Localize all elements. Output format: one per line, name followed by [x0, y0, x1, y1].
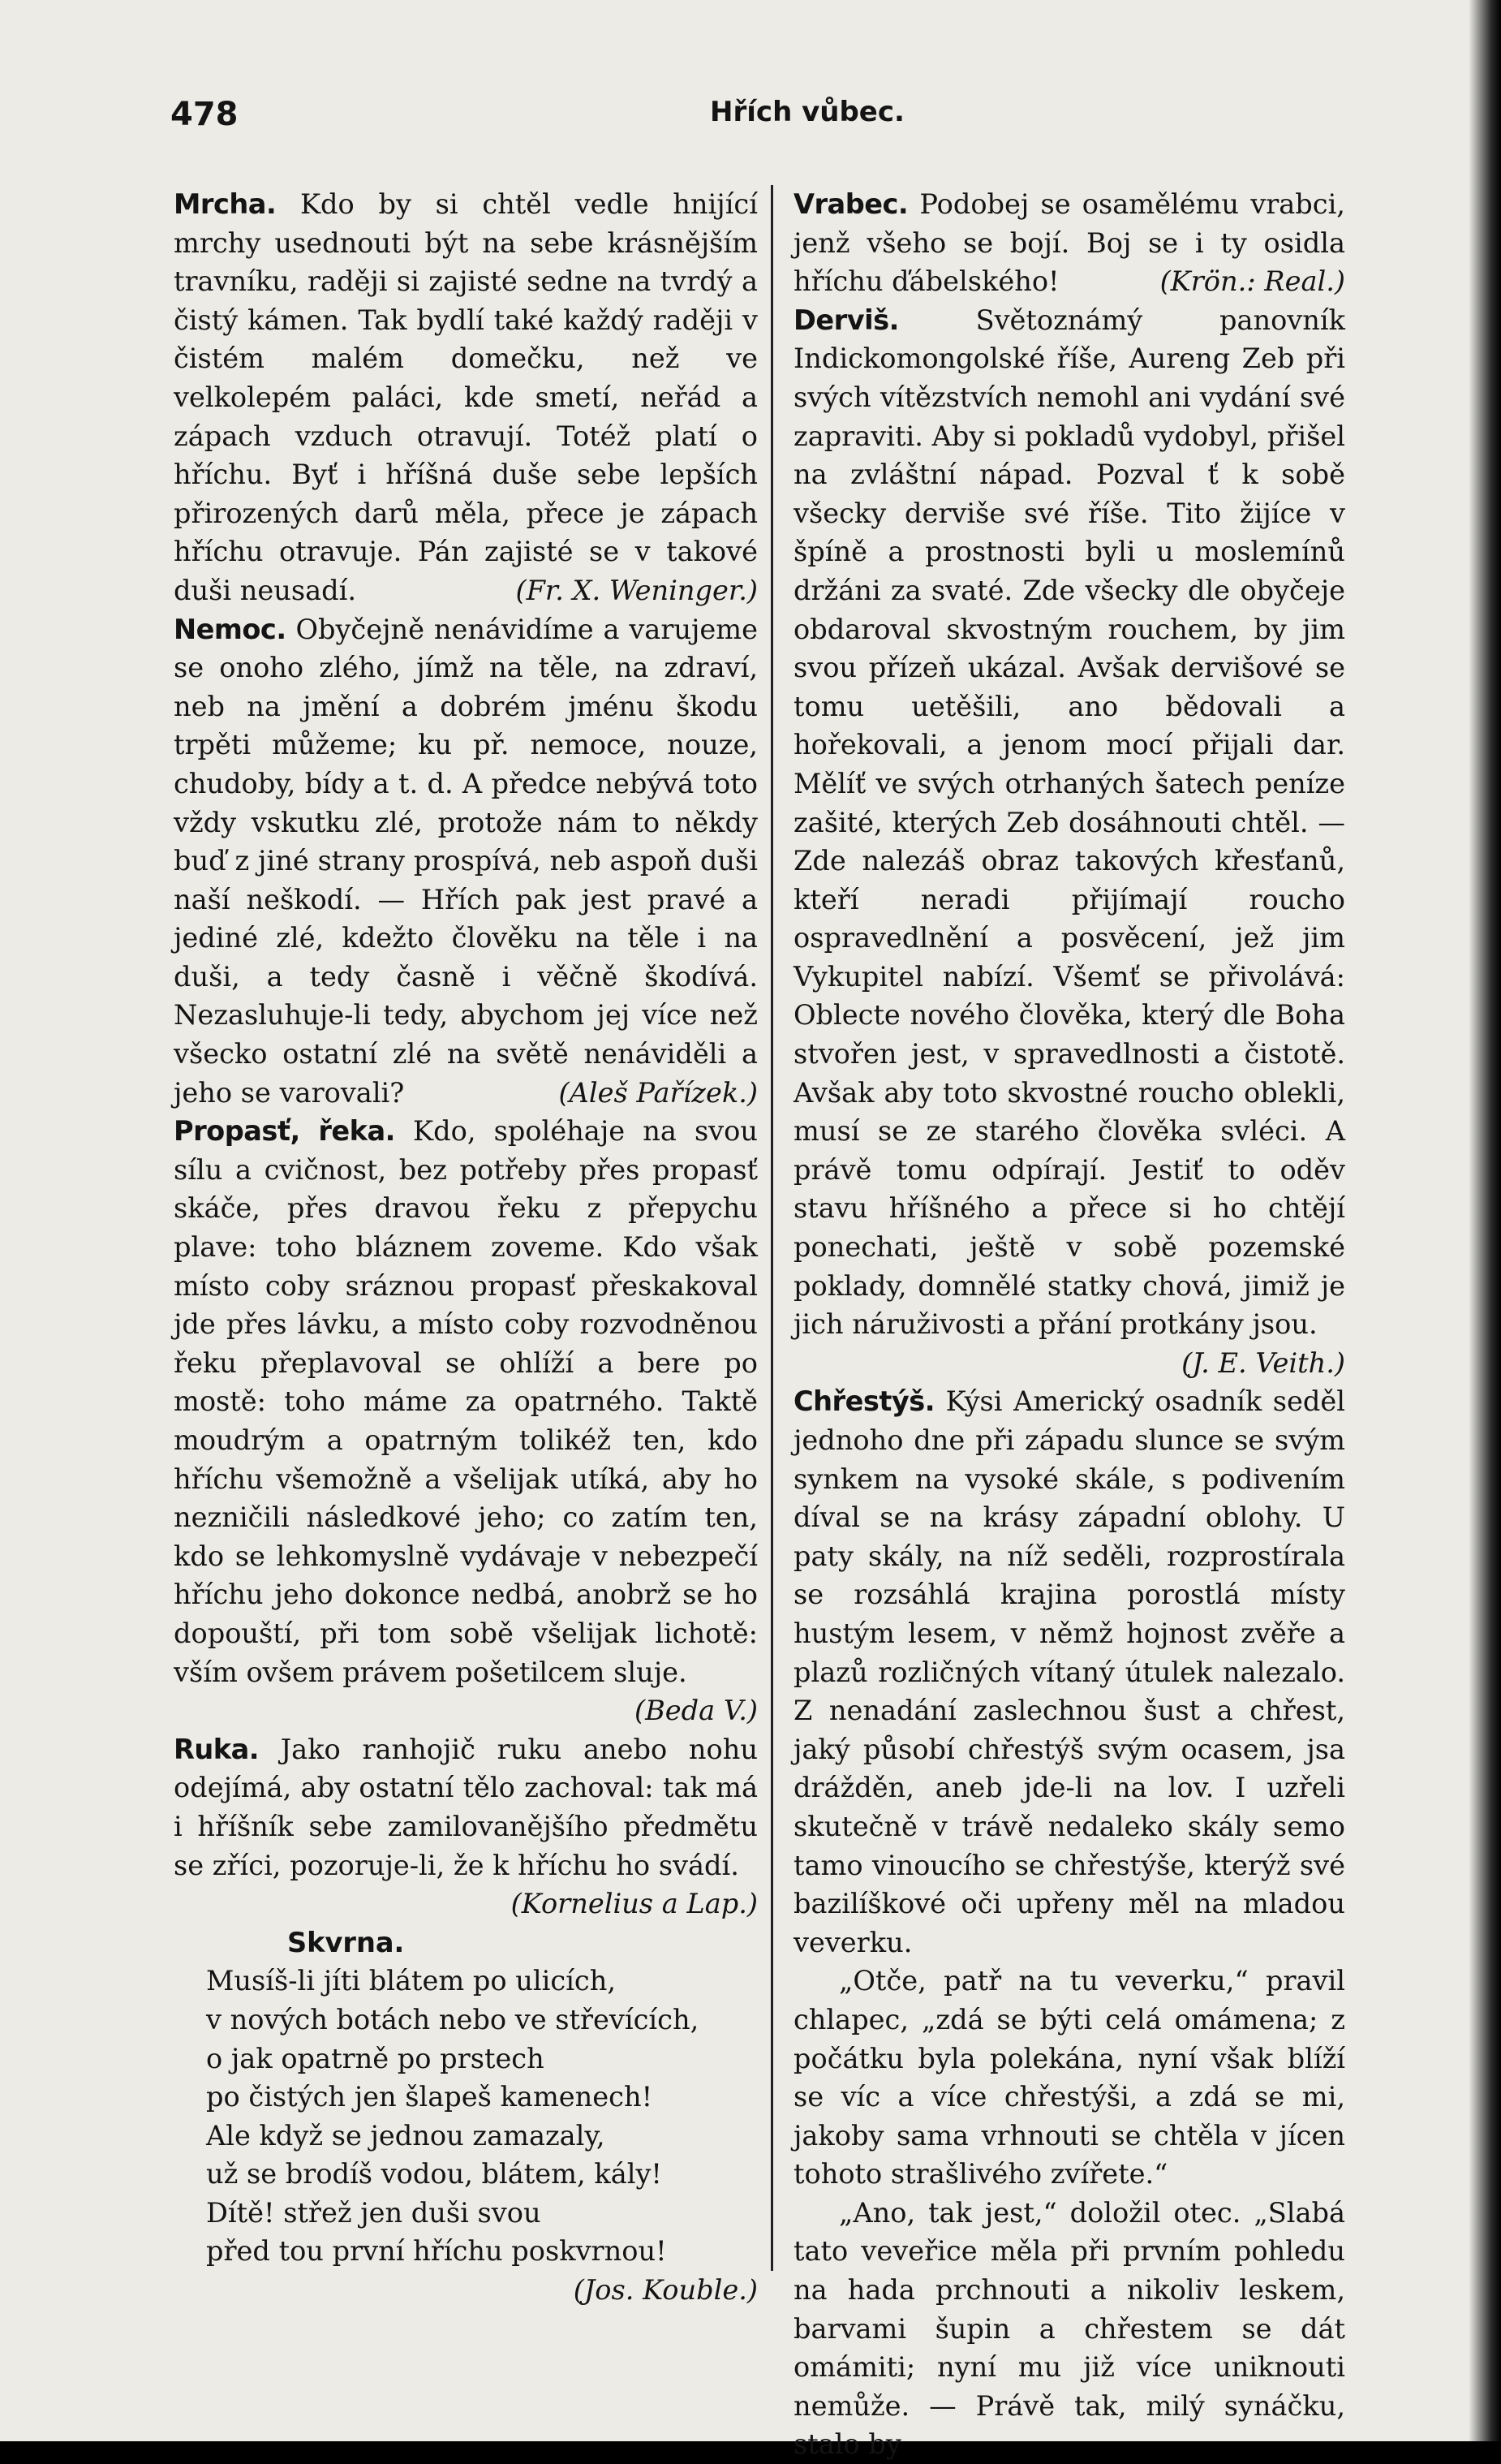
- poem-line: o jak opatrně po prstech: [206, 2042, 544, 2074]
- poem-line: už se brodíš vodou, blátem, kály!: [206, 2158, 662, 2190]
- entry-text: Podobej se osamělému vrabci, jenž všeho se bojí. Boj se i ty osidla hříchu ďábelského!: [794, 188, 1345, 298]
- page-number: 478: [170, 96, 239, 133]
- entry-citation: (Kornelius a Lap.): [510, 1888, 758, 1920]
- page-edge-shadow: [1469, 0, 1501, 2441]
- entry-heading: Chřestýš.: [794, 1385, 935, 1418]
- poem-line: Ale když se jednou zamazaly,: [206, 2119, 605, 2152]
- entry-chrestys: [794, 1382, 1345, 2464]
- right-column: [794, 185, 1345, 2464]
- running-title: Hřích vůbec.: [710, 96, 905, 128]
- entry-heading: Mrcha.: [174, 188, 277, 220]
- entry-citation: (J. E. Veith.): [1181, 1346, 1345, 1379]
- entry-text: Kdo by si chtěl vedle hnijící mrchy usednouti být na sebe krásnějším travníku, raději si zajisté sedne na tvrdý a čistý kámen. Tak bydlí také každý raději v čistém malém domečku, než ve velkolepém paláci, kde smetí, neřád a zápach vzduch otravují. Totéž platí o hříchu. Byť i hříšná duše sebe lepších přirozených darů měla, přece je zápach hříchu otravuje. Pán zajisté se v takové duši neusadí.: [174, 188, 758, 606]
- page-header: [170, 96, 1331, 144]
- poem-line: Dítě! střež jen duši svou: [206, 2196, 541, 2229]
- poem-line: v nových botách nebo ve střevících,: [206, 2003, 699, 2035]
- entry-ruka: [174, 1730, 758, 1923]
- poem-title: Skvrna.: [287, 1926, 405, 1958]
- entry-heading: Derviš.: [794, 304, 899, 336]
- entry-vrabec: [794, 185, 1345, 301]
- entry-heading: Nemoc.: [174, 613, 286, 645]
- entry-citation: (Krön.: Real.): [1159, 265, 1345, 298]
- entry-citation: (Aleš Pařízek.): [558, 1076, 758, 1109]
- entry-dervis: [794, 301, 1345, 1383]
- entry-propast: [174, 1112, 758, 1730]
- column-divider: [771, 185, 773, 2271]
- entry-citation: (Fr. X. Weninger.): [515, 574, 758, 606]
- poem: [206, 1962, 758, 2309]
- entry-heading: Vrabec.: [794, 188, 909, 220]
- entry-heading: Ruka.: [174, 1733, 260, 1765]
- entry-paragraph: „Ano, tak jest,“ doložil otec. „Slabá tato veveřice měla při prvním pohledu na hada prchnouti a nikoliv leskem, barvami šupin a chřestem se dát omámiti; nyní mu již více uniknouti nemůže. — Právě tak, milý synáčku, stalo by: [794, 2196, 1345, 2461]
- entry-text: Obyčejně nenávidíme a varujeme se onoho zlého, jímž na těle, na zdraví, neb na jmění a dobrém jménu škodu trpěti můžeme; ku př. nemoce, nouze, chudoby, bídy a t. d. A předce nebývá toto vždy vskutku zlé, protože nám to někdy buď z jiné strany prospívá, neb aspoň duši naší neškodí. — Hřích pak jest pravé a jediné zlé, kdežto člověku na těle i na duši, a tedy časně i věčně škodívá. Nezasluhuje-li tedy, abychom jej více než všecko ostatní zlé na světě nenáviděli a jeho se varovali?: [174, 613, 758, 1109]
- entry-nemoc: [174, 610, 758, 1113]
- poem-line: před tou první hříchu poskvrnou!: [206, 2235, 667, 2268]
- entry-heading: Propasť, řeka.: [174, 1115, 395, 1148]
- entry-text: Kdo, spoléhaje na svou sílu a cvičnost, bez potřeby přes propasť skáče, přes dravou řeku z přepychu plave: toho bláznem zoveme. Kdo však místo coby sráznou propasť přeskakoval jde přes lávku, a místo coby rozvodněnou řeku přeplavoval se ohlíží a bere po mostě: toho máme za opatrného. Taktě moudrým a opatrným tolikéž ten, kdo hříchu všemožně a všelijak utíká, aby ho nezničili následkové jeho; co zatím ten, kdo se lehkomyslně vydávaje v nebezpečí hříchu jeho dokonce nedbá, anobrž se ho dopouští, při tom sobě všelijak lichotě: vším ovšem právem pošetilcem sluje.: [174, 1115, 758, 1688]
- entry-text: Jako ranhojič ruku anebo nohu odejímá, aby ostatní tělo zachoval: tak má i hříšník sebe zamilovanějšího předmětu se zříci, pozoruje-li, že k hříchu ho svádí.: [174, 1733, 758, 1881]
- poem-line: po čistých jen šlapeš kamenech!: [206, 2081, 653, 2113]
- left-column: [174, 185, 758, 2310]
- poem-line: Musíš-li jíti blátem po ulicích,: [206, 1965, 617, 1997]
- entry-text: Světoznámý panovník Indickomongolské říše, Aureng Zeb při svých vítězstvích nemohl ani vydání své zapraviti. Aby si pokladů vydobyl, přišel na zvláštní nápad. Pozval ť k sobě všecky derviše své říše. Tito žijíce v špíně a prostnosti byli u moslemínů držáni za svaté. Zde všecky dle obyčeje obdaroval skvostným rouchem, by jim svou přízeň ukázal. Avšak dervišové se tomu uetěšili, ano bědovali a hořekovali, a jenom mocí přijali dar. Mělíť ve svých otrhaných šatech peníze zašité, kterých Zeb dosáhnouti chtěl. — Zde nalezáš obraz takových křesťanů, kteří neradi přijímají roucho ospravedlnění a posvěcení, jež jim Vykupitel nabízí. Všemť se přivolává: Oblecte nového člověka, který dle Boha stvořen jest, v spravedlnosti a čistotě. Avšak aby toto skvostné roucho oblekli, musí se ze starého člověka svléci. A právě tomu odpírají. Jestiť to oděv stavu hříšného a přece si ho chtějí ponechati, ještě v sobě pozemské poklady, domnělé statky chová, jimiž je jich náruživosti a přání protkány jsou.: [794, 304, 1345, 1341]
- entry-citation: (Beda V.): [634, 1695, 758, 1727]
- entry-skvrna: [174, 1923, 758, 2310]
- entry-paragraph: „Otče, patř na tu veverku,“ pravil chlapec, „zdá se býti celá omámena; z počátku byla polekána, nyní však blíží se víc a více chřestýši, a zdá se mi, jakoby sama vrhnouti se chtěla v jícen tohoto strašlivého zvířete.“: [794, 1965, 1345, 2190]
- poem-attribution: (Jos. Kouble.): [573, 2274, 758, 2307]
- entry-mrcha: [174, 185, 758, 610]
- entry-text: Kýsi Americký osadník seděl jednoho dne při západu slunce se svým synkem na vysoké skále, s podivením díval se na krásy západní oblohy. U paty skály, na níž seděli, rozprostírala se rozsáhlá krajina porostlá místy hustým lesem, v němž hojnost zvěře a plazů rozličných vítaný útulek nalezalo. Z nenadání zaslechnou šust a chřest, jaký působí chřestýš svým ocasem, jsa drážděn, aneb jde-li na lov. I uzřeli skutečně v trávě nedaleko skály semo tamo vinoucího se chřestýše, kterýž své bazilíškové oči upřeny měl na mladou veverku.: [794, 1385, 1345, 1958]
